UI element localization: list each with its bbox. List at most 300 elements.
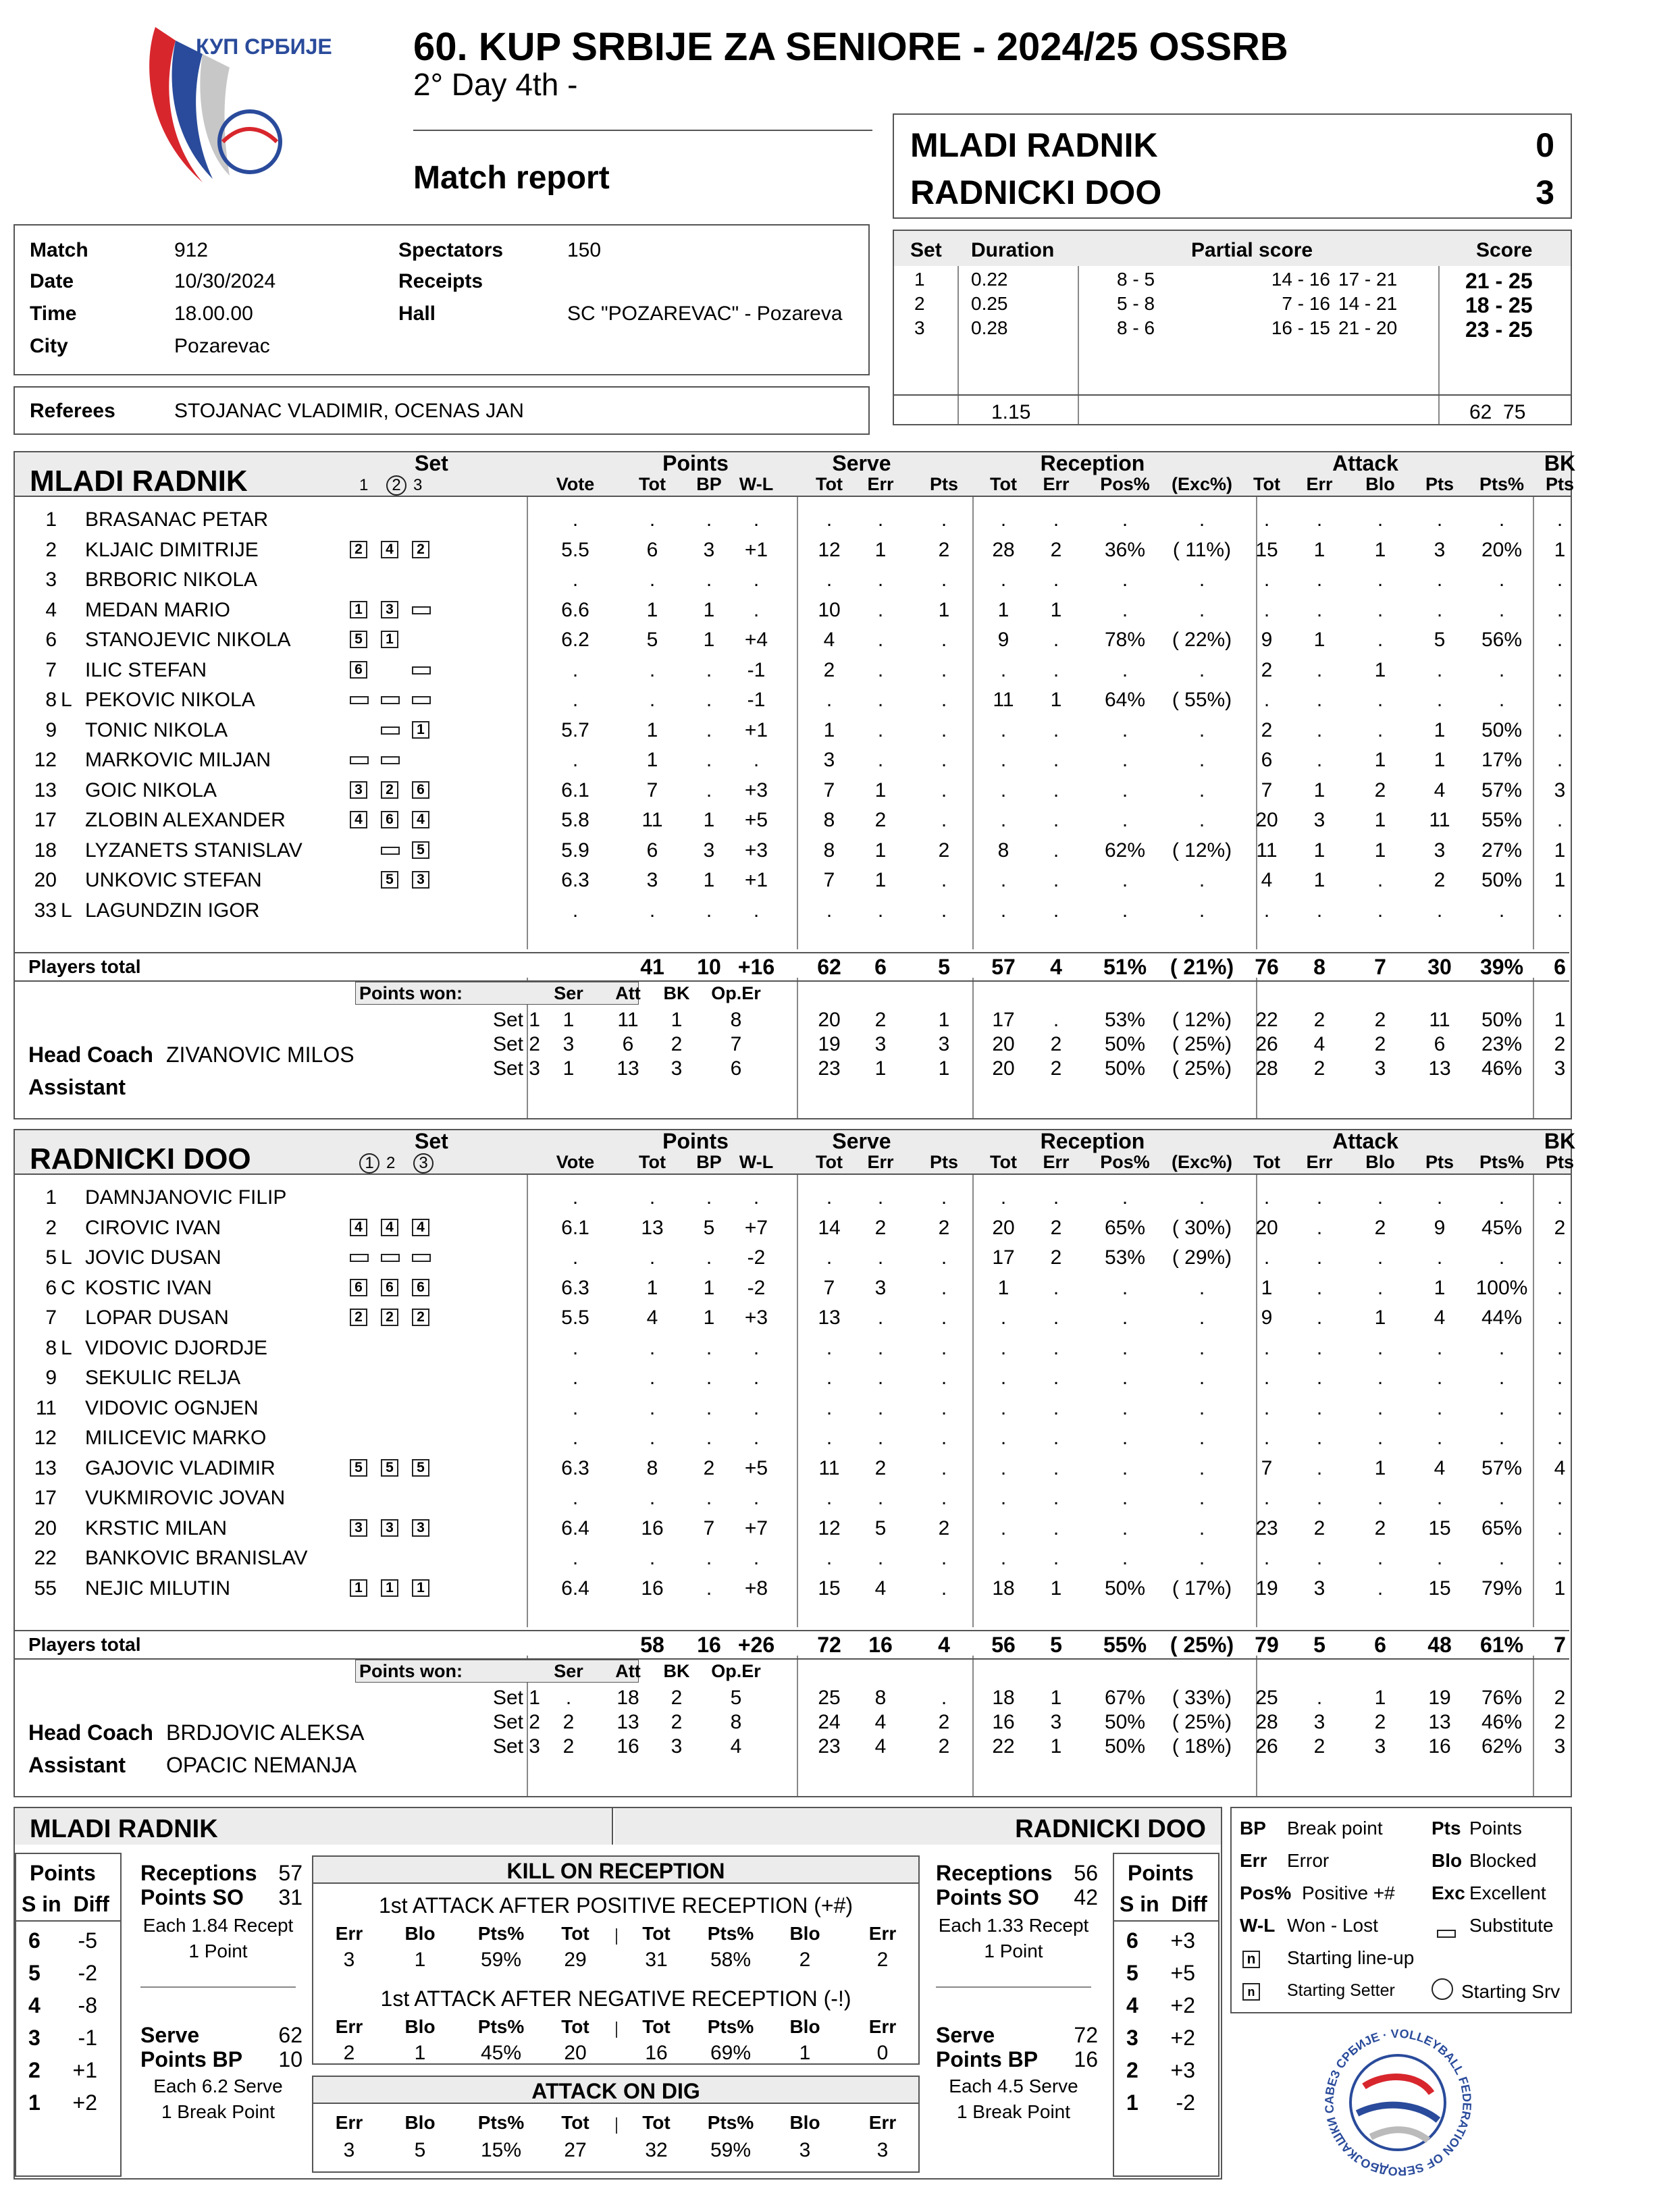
set-stat-cell: 17 <box>992 1009 1015 1031</box>
player-number: 2 <box>45 1216 57 1239</box>
stat-cell: . <box>1556 1487 1563 1509</box>
kill-header: Blo <box>789 2112 820 2133</box>
player-number: 7 <box>45 658 57 681</box>
lineup-position: 3 <box>412 871 429 889</box>
set-stat-cell: 46% <box>1481 1057 1523 1080</box>
home-team-name: MLADI RADNIK <box>910 126 1158 164</box>
player-name: NEJIC MILUTIN <box>85 1577 231 1600</box>
stat-cell: 2 <box>1313 1516 1325 1539</box>
rotation-number: 4 <box>28 1993 41 2017</box>
stat-cell: . <box>1263 689 1270 711</box>
player-number: 33 <box>34 899 57 922</box>
stat-cell: 1 <box>703 869 715 891</box>
points-won-label: Points won: <box>359 983 463 1003</box>
kill-header: Blo <box>789 1923 820 1944</box>
stat-cell: . <box>1122 1516 1128 1539</box>
total-cell: 55% <box>1103 1633 1147 1657</box>
home-rotation-table: Points S in Diff 6 -5 5 -2 4 -8 3 -1 2 +1 1 +2 <box>15 1853 122 2177</box>
player-row <box>14 896 1567 926</box>
player-number: 13 <box>34 778 57 801</box>
stat-cell: . <box>1122 598 1128 621</box>
stat-cell: . <box>1000 508 1007 531</box>
player-row <box>14 806 1567 835</box>
player-number: 4 <box>45 598 57 621</box>
stat-cell: . <box>1556 899 1563 922</box>
stat-cell: 2 <box>874 1216 887 1239</box>
stat-cell: . <box>649 1246 656 1269</box>
stat-cell: 12 <box>818 1516 841 1539</box>
stat-cell: 6.1 <box>561 778 589 801</box>
set-partial-21: 14 - 21 <box>1338 293 1398 314</box>
lineup-position: 6 <box>350 1279 367 1296</box>
lineup-position: 4 <box>412 1219 429 1236</box>
stat-cell: 50% <box>1481 718 1523 741</box>
set-stat-cell: 76% <box>1481 1687 1523 1709</box>
col-group: Attack <box>1332 1129 1398 1153</box>
stat-cell: . <box>1199 718 1205 741</box>
stat-cell: . <box>1377 1396 1384 1419</box>
total-cell: ( 21%) <box>1170 955 1234 979</box>
stat-cell: 50% <box>1104 1577 1146 1600</box>
stat-cell: . <box>706 689 712 711</box>
points-won-cell: 13 <box>616 1711 639 1733</box>
stat-cell: . <box>1199 749 1205 771</box>
stat-cell: 1 <box>646 749 658 771</box>
stat-cell: 1 <box>1261 1276 1273 1299</box>
stat-cell: 2 <box>1374 1216 1386 1239</box>
player-number: 6 <box>45 1276 57 1299</box>
stat-cell: . <box>572 1367 579 1389</box>
stat-cell: . <box>1377 1246 1384 1269</box>
set-stat-cell: 3 <box>938 1033 950 1055</box>
stat-cell: . <box>1436 598 1443 621</box>
cup-logo <box>128 14 344 189</box>
player-row <box>14 1454 1567 1483</box>
stat-cell: . <box>1556 1367 1563 1389</box>
stat-cell: . <box>1053 839 1059 862</box>
player-number: 11 <box>35 1396 57 1419</box>
set-stat-cell: ( 33%) <box>1172 1687 1232 1709</box>
stat-cell: . <box>753 569 760 591</box>
stat-cell: 6.3 <box>561 1456 589 1479</box>
points-won-cell: 2 <box>671 1033 683 1055</box>
stat-cell: . <box>1053 1306 1059 1329</box>
stat-cell: . <box>1316 1216 1323 1239</box>
lineup-position: 4 <box>381 541 398 558</box>
stat-cell: 14 <box>818 1216 841 1239</box>
kill-header: Err <box>868 1923 897 1944</box>
stat-cell: 65% <box>1481 1516 1523 1539</box>
player-name: LYZANETS STANISLAV <box>85 839 303 862</box>
col-header: W-L <box>739 474 774 494</box>
stat-cell: 3 <box>703 839 715 862</box>
stat-cell: ( 12%) <box>1172 839 1232 862</box>
set-stat-cell: 50% <box>1104 1711 1146 1733</box>
stat-cell: . <box>941 1336 947 1359</box>
player-number: 22 <box>34 1547 57 1569</box>
stat-cell: 8 <box>997 839 1009 862</box>
points-won-cell: . <box>565 1687 572 1709</box>
stat-cell: 45% <box>1481 1216 1523 1239</box>
svg-text:ОДБОЈКАШКИ САВЕЗ СРБИЈЕ · VOLL: ОДБОЈКАШКИ САВЕЗ СРБИЈЕ · VOLLEYBALL FEDERATION OF SER <box>1322 2026 1474 2179</box>
stat-cell: 10 <box>818 598 841 621</box>
substitute-symbol <box>1437 1930 1456 1938</box>
stat-cell: . <box>877 569 884 591</box>
stat-cell: . <box>877 1427 884 1449</box>
stat-cell: . <box>1053 778 1059 801</box>
player-name: VUKMIROVIC JOVAN <box>85 1487 286 1509</box>
stat-cell: . <box>1199 869 1205 891</box>
player-name: VIDOVIC OGNJEN <box>85 1396 259 1419</box>
set-stat-cell: 28 <box>1255 1057 1278 1080</box>
stat-cell: 19 <box>1255 1577 1278 1600</box>
kill-header: Pts% <box>707 1923 754 1944</box>
player-number: 3 <box>45 569 57 591</box>
stat-cell: 1 <box>1554 538 1566 561</box>
stat-cell: 1 <box>1374 538 1386 561</box>
stat-cell: 16 <box>641 1577 664 1600</box>
stat-cell: 11 <box>1256 839 1278 862</box>
stat-cell: . <box>753 899 760 922</box>
set-label: Set 2 <box>492 1711 540 1733</box>
points-won-cell: 6 <box>622 1033 634 1055</box>
set-marker: 2 <box>386 474 406 496</box>
referees-label: Referees <box>30 400 115 422</box>
lineup-position: 3 <box>350 1519 367 1537</box>
stat-cell: 6 <box>646 538 658 561</box>
stat-cell: ( 11%) <box>1172 538 1232 561</box>
stat-cell: . <box>706 1487 712 1509</box>
stat-cell: 1 <box>1434 718 1446 741</box>
stat-cell: 4 <box>646 1306 658 1329</box>
federation-logo <box>1317 2026 1479 2181</box>
stat-cell: -2 <box>747 1276 766 1299</box>
stat-cell: 9 <box>1434 1216 1446 1239</box>
stat-cell: . <box>649 1186 656 1209</box>
stat-cell: . <box>1122 1456 1128 1479</box>
stat-cell: 1 <box>703 598 715 621</box>
set-stat-cell: 2 <box>1050 1033 1062 1055</box>
stat-cell: . <box>1436 689 1443 711</box>
points-won-cell: 2 <box>671 1687 683 1709</box>
stat-cell: . <box>1122 1547 1128 1569</box>
stat-cell: 1 <box>1434 1276 1446 1299</box>
stat-cell: 17 <box>992 1246 1015 1269</box>
stat-cell: . <box>1199 598 1205 621</box>
stat-cell: . <box>1377 718 1384 741</box>
stat-cell: 2 <box>1261 658 1273 681</box>
set-stat-cell: 18 <box>992 1687 1015 1709</box>
set-stat-cell: 3 <box>1554 1057 1566 1080</box>
total-cell: 56 <box>991 1633 1016 1657</box>
stat-cell: 28 <box>992 538 1015 561</box>
stat-cell: . <box>1122 1306 1128 1329</box>
stat-cell: 12 <box>818 538 841 561</box>
stat-cell: . <box>1316 718 1323 741</box>
stat-cell: . <box>1000 1456 1007 1479</box>
player-name: ILIC STEFAN <box>85 658 207 681</box>
col-header: Vote <box>556 474 595 494</box>
stat-cell: . <box>1053 629 1059 651</box>
stat-cell: 1 <box>1374 1306 1386 1329</box>
stat-cell: . <box>1053 508 1059 531</box>
head-coach-name: BRDJOVIC ALEKSA <box>166 1720 365 1745</box>
player-row <box>14 685 1567 715</box>
set-stat-cell: 3 <box>1554 1735 1566 1758</box>
stat-cell: 3 <box>646 869 658 891</box>
set-stat-cell: 4 <box>874 1735 887 1758</box>
kill-header: Pts% <box>477 2016 525 2037</box>
stat-cell: . <box>706 1336 712 1359</box>
stat-cell: 11 <box>993 689 1014 711</box>
stat-cell: 6.3 <box>561 869 589 891</box>
stat-cell: 1 <box>703 629 715 651</box>
player-name: DAMNJANOVIC FILIP <box>85 1186 287 1209</box>
kill-cell: 45% <box>480 2042 522 2064</box>
set-score: 23 - 25 <box>1465 317 1533 342</box>
stat-cell: . <box>941 1246 947 1269</box>
stat-cell: . <box>1377 629 1384 651</box>
total-cell: +26 <box>737 1633 775 1657</box>
stat-cell: 1 <box>874 839 887 862</box>
stat-cell: . <box>572 1246 579 1269</box>
stat-cell: 11 <box>818 1456 840 1479</box>
set-stat-cell: 1 <box>874 1057 887 1080</box>
total-cell: 51% <box>1103 955 1147 979</box>
stat-cell: 9 <box>997 629 1009 651</box>
kill-header: Err <box>335 2112 363 2133</box>
player-name: LOPAR DUSAN <box>85 1306 229 1329</box>
lineup-position: 6 <box>381 811 398 828</box>
kill-header: Tot <box>561 2016 589 2037</box>
stat-cell: 8 <box>823 809 835 831</box>
stat-cell: 3 <box>1313 809 1325 831</box>
set-stat-cell: ( 12%) <box>1172 1009 1232 1031</box>
player-number: 1 <box>45 1186 57 1209</box>
stat-cell: . <box>1199 1456 1205 1479</box>
lineup-position: 1 <box>350 601 367 618</box>
set-stat-cell: 28 <box>1255 1711 1278 1733</box>
stat-cell: 1 <box>646 718 658 741</box>
player-name: ZLOBIN ALEXANDER <box>85 809 286 831</box>
stat-cell: 1 <box>1050 1577 1062 1600</box>
stat-cell: . <box>941 869 947 891</box>
stat-cell: 20 <box>1255 1216 1278 1239</box>
stat-cell: 20 <box>1255 809 1278 831</box>
stat-cell: 23 <box>1255 1516 1278 1539</box>
stat-cell: . <box>1377 1487 1384 1509</box>
set-partial-16: 16 - 15 <box>1271 317 1330 338</box>
player-number: 8 <box>45 689 57 711</box>
stat-cell: 56% <box>1481 629 1523 651</box>
stat-cell: . <box>1000 1396 1007 1419</box>
col-header: Tot <box>816 1152 843 1172</box>
stat-cell: . <box>1122 778 1128 801</box>
stat-cell: 20 <box>992 1216 1015 1239</box>
stat-cell: 2 <box>938 1516 950 1539</box>
stat-cell: 2 <box>1434 869 1446 891</box>
player-role: L <box>61 1336 72 1359</box>
points-won-header: BK <box>663 983 690 1003</box>
stat-cell: . <box>1122 569 1128 591</box>
rotation-diff: +3 <box>1170 1928 1195 1953</box>
points-won-cell: 18 <box>616 1687 639 1709</box>
lineup-position: 5 <box>381 871 398 889</box>
stat-cell: . <box>1556 598 1563 621</box>
stat-cell: . <box>826 689 833 711</box>
stat-cell: . <box>1556 1246 1563 1269</box>
kill-cell: 5 <box>414 2139 426 2161</box>
stat-cell: . <box>1000 1487 1007 1509</box>
stat-cell: 100% <box>1475 1276 1528 1299</box>
kill-cell: 1 <box>414 2042 426 2064</box>
stat-cell: . <box>1199 809 1205 831</box>
set-stat-cell: 3 <box>1374 1057 1386 1080</box>
stat-cell: 6.4 <box>561 1516 589 1539</box>
stat-cell: 1 <box>874 778 887 801</box>
stat-cell: . <box>706 1367 712 1389</box>
set-partial-8: 8 - 6 <box>1117 317 1155 338</box>
lineup-position: 4 <box>381 1219 398 1236</box>
stat-cell: . <box>1556 658 1563 681</box>
points-won-header: BK <box>663 1661 690 1681</box>
stat-cell: . <box>1436 1336 1443 1359</box>
stat-cell: 6.4 <box>561 1577 589 1600</box>
kill-cell: 1 <box>799 2042 811 2064</box>
col-group: BK <box>1544 451 1576 475</box>
stat-cell: . <box>941 1396 947 1419</box>
lineup-position: 5 <box>381 1459 398 1477</box>
stat-cell: . <box>1436 1186 1443 1209</box>
total-cell: +16 <box>737 955 775 979</box>
stat-cell: ( 17%) <box>1172 1577 1232 1600</box>
stat-cell: 5 <box>874 1516 887 1539</box>
player-row <box>14 1363 1567 1393</box>
lineup-symbol: n <box>1242 1951 1260 1968</box>
stat-cell: . <box>1122 508 1128 531</box>
set-number: 2 <box>914 293 925 314</box>
stat-cell: . <box>1263 569 1270 591</box>
match-info-box <box>14 224 870 375</box>
total-cell: ( 25%) <box>1170 1633 1234 1657</box>
stat-cell: 2 <box>1050 1246 1062 1269</box>
stat-cell: . <box>1199 1427 1205 1449</box>
stat-cell: -1 <box>747 689 766 711</box>
set-stat-cell: 2 <box>1554 1687 1566 1709</box>
total-cell: 62 <box>817 955 841 979</box>
set-stat-cell: 25 <box>1255 1687 1278 1709</box>
stat-cell: . <box>1498 1336 1505 1359</box>
stat-cell: +8 <box>744 1577 768 1600</box>
points-won-header: Att <box>615 983 641 1003</box>
stat-cell: . <box>1556 1396 1563 1419</box>
stat-cell: +5 <box>744 809 768 831</box>
lineup-position: 5 <box>412 841 429 859</box>
stat-cell: 53% <box>1104 1246 1146 1269</box>
total-cell: 16 <box>697 1633 721 1657</box>
stat-cell: 5 <box>703 1216 715 1239</box>
set-stat-cell: 2 <box>874 1009 887 1031</box>
col-header: Pos% <box>1100 474 1150 494</box>
stat-cell: . <box>572 569 579 591</box>
stat-cell: ( 55%) <box>1172 689 1232 711</box>
set-stat-cell: 2 <box>938 1735 950 1758</box>
stat-cell: . <box>1000 899 1007 922</box>
rotation-diff: -8 <box>78 1993 97 2017</box>
stat-cell: . <box>877 1246 884 1269</box>
stat-cell: . <box>649 1427 656 1449</box>
stat-cell: . <box>1316 1246 1323 1269</box>
stat-cell: . <box>1316 598 1323 621</box>
player-name: JOVIC DUSAN <box>85 1246 221 1269</box>
stat-cell: . <box>1377 1186 1384 1209</box>
stat-cell: . <box>1316 689 1323 711</box>
col-header: Tot <box>816 474 843 494</box>
stat-cell: . <box>1556 1336 1563 1359</box>
kill-header: Tot <box>642 2112 671 2133</box>
lineup-position: 1 <box>412 721 429 739</box>
team-name: MLADI RADNIK <box>30 465 248 498</box>
player-row <box>14 656 1567 685</box>
substitute-marker <box>350 696 369 704</box>
stat-cell: . <box>1263 508 1270 531</box>
stat-cell: . <box>1556 1276 1563 1299</box>
stat-cell: . <box>826 508 833 531</box>
substitute-marker <box>350 1254 369 1262</box>
stat-cell: . <box>1377 1336 1384 1359</box>
stat-cell: 4 <box>874 1577 887 1600</box>
legend-box: BP Break point Pts Points Err Error Blo Blocked Pos% Positive +# Exc Excellent W-L Won - Lost Substitute n Starting line-up n Starting Setter Starting Srv <box>1230 1807 1572 2013</box>
spectators-value: 150 <box>567 239 602 261</box>
stat-cell: . <box>1053 1396 1059 1419</box>
stat-cell: . <box>706 1577 712 1600</box>
stat-cell: . <box>1377 899 1384 922</box>
stat-cell: . <box>1377 1367 1384 1389</box>
stat-cell: . <box>1199 1336 1205 1359</box>
col-group: Points <box>662 1129 729 1153</box>
stat-cell: -2 <box>747 1246 766 1269</box>
stat-cell: . <box>753 1547 760 1569</box>
stat-cell: . <box>1556 569 1563 591</box>
points-won-cell: 3 <box>671 1057 683 1080</box>
stat-cell: -1 <box>747 658 766 681</box>
stat-cell: 15 <box>818 1577 841 1600</box>
stat-cell: . <box>1122 1396 1128 1419</box>
stat-cell: . <box>826 1367 833 1389</box>
set-stat-cell: 22 <box>1255 1009 1278 1031</box>
summary-away-name: RADNICKI DOO <box>1015 1815 1206 1843</box>
lineup-position: 2 <box>350 1309 367 1326</box>
stat-cell: . <box>1122 809 1128 831</box>
stat-cell: 2 <box>823 658 835 681</box>
stat-cell: 13 <box>818 1306 841 1329</box>
set-stat-cell: 50% <box>1104 1057 1146 1080</box>
player-row <box>14 866 1567 895</box>
stat-cell: 6.6 <box>561 598 589 621</box>
head-coach-label: Head Coach <box>28 1042 153 1067</box>
stat-cell: . <box>572 689 579 711</box>
set-partial-16: 7 - 16 <box>1282 293 1330 314</box>
stat-cell: . <box>1316 1547 1323 1569</box>
stat-cell: . <box>649 508 656 531</box>
stat-cell: . <box>1000 1336 1007 1359</box>
sets-col-set: Set <box>910 239 942 261</box>
stat-cell: 5.9 <box>561 839 589 862</box>
player-name: VIDOVIC DJORDJE <box>85 1336 268 1359</box>
kill-cell: 2 <box>876 1949 889 1971</box>
player-number: 5 <box>45 1246 57 1269</box>
col-header: Pts <box>929 474 959 494</box>
